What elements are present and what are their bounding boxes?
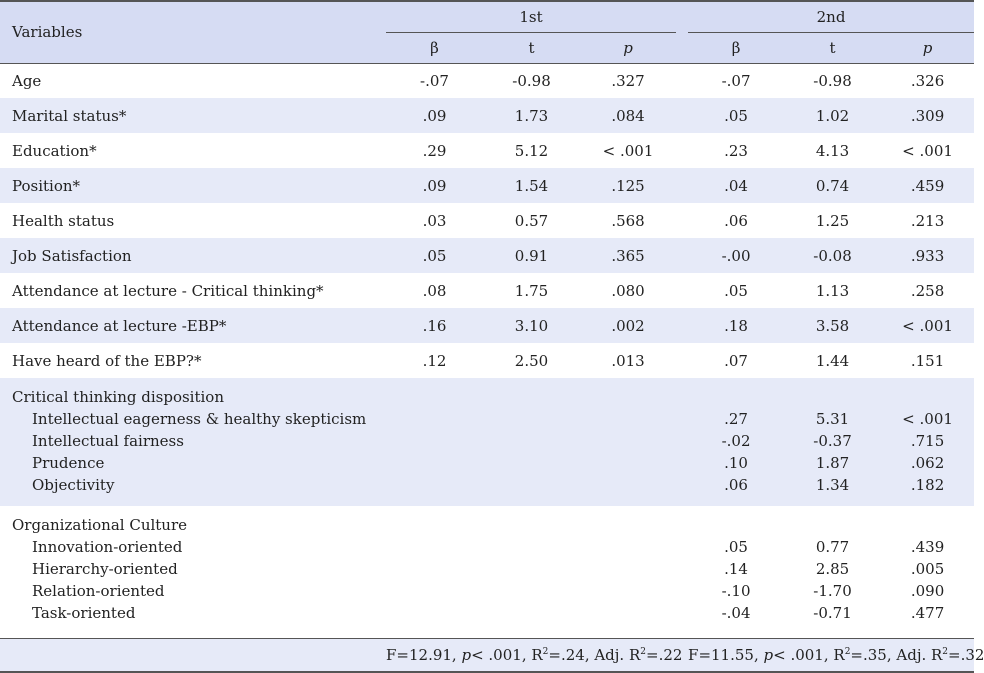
cell-p-2nd: .477	[910, 604, 945, 622]
group-1st-header: 1st	[386, 1, 676, 32]
row-label: Have heard of the EBP?*	[12, 351, 202, 370]
cell-p-2nd: .151	[910, 351, 945, 370]
cell-p-2nd: .459	[910, 176, 945, 195]
group-2nd-header: 2nd	[688, 1, 974, 32]
cell-t-2nd: 1.34	[815, 476, 850, 494]
block-title-row	[0, 514, 974, 536]
cell-beta-2nd: -.07	[721, 71, 751, 90]
cell-beta-1st: .16	[422, 316, 447, 335]
cell-beta-2nd: -.00	[721, 246, 751, 265]
cell-p-2nd: .090	[910, 582, 945, 600]
table-row	[0, 203, 974, 238]
cell-p-1st: .365	[611, 246, 645, 265]
row-label: Position*	[12, 176, 81, 195]
cell-t-1st: 1.75	[514, 281, 549, 300]
table-row	[0, 133, 974, 168]
row-label: Hierarchy-oriented	[32, 560, 178, 578]
row-label: Objectivity	[32, 476, 115, 494]
table-row	[0, 273, 974, 308]
cell-p-2nd: .439	[910, 538, 945, 556]
cell-t-1st: -0.98	[512, 71, 551, 90]
row-label: Intellectual fairness	[32, 432, 184, 450]
cell-beta-2nd: .18	[724, 316, 748, 335]
cell-beta-1st: .09	[422, 106, 447, 125]
t-header-2: t	[829, 38, 836, 57]
table-row	[0, 558, 974, 580]
cell-beta-1st: .08	[422, 281, 447, 300]
cell-p-1st: .125	[611, 176, 645, 195]
table-row	[0, 474, 974, 496]
cell-p-2nd: .258	[910, 281, 945, 300]
cell-p-2nd: < .001	[902, 316, 953, 335]
cell-p-2nd: .326	[910, 71, 945, 90]
cell-p-2nd: .933	[910, 246, 945, 265]
table-row	[0, 343, 974, 378]
table-row	[0, 452, 974, 474]
cell-p-2nd: .715	[910, 432, 945, 450]
cell-beta-2nd: .06	[724, 211, 748, 230]
cell-beta-1st: .05	[422, 246, 447, 265]
cell-beta-2nd: .04	[724, 176, 748, 195]
cell-p-2nd: < .001	[902, 141, 953, 160]
cell-beta-2nd: .06	[724, 476, 748, 494]
cell-t-2nd: 1.25	[815, 211, 850, 230]
cell-beta-2nd: .10	[724, 454, 748, 472]
cell-p-1st: .080	[611, 281, 645, 300]
table-row	[0, 98, 974, 133]
cell-beta-2nd: -.04	[721, 604, 751, 622]
cell-p-2nd: .309	[910, 106, 945, 125]
cell-p-2nd: .062	[910, 454, 945, 472]
cell-p-1st: .013	[611, 351, 645, 370]
cell-p-2nd: .213	[910, 211, 945, 230]
model-fit-row	[0, 638, 974, 672]
p-header-2: p	[922, 38, 933, 57]
row-label: Age	[12, 71, 42, 90]
table-row	[0, 430, 974, 452]
table-row	[0, 408, 974, 430]
table-row	[0, 308, 974, 343]
cell-t-1st: 0.91	[514, 246, 549, 265]
cell-p-1st: .002	[611, 316, 645, 335]
cell-beta-2nd: .05	[724, 106, 748, 125]
cell-beta-2nd: .27	[724, 410, 748, 428]
cell-beta-1st: .12	[422, 351, 447, 370]
cell-t-1st: 3.10	[514, 316, 549, 335]
cell-t-2nd: -0.37	[813, 432, 852, 450]
beta-header-2: β	[731, 38, 741, 57]
cell-p-1st: < .001	[602, 141, 654, 160]
cell-t-1st: 1.54	[514, 176, 549, 195]
variables-header: Variables	[0, 1, 386, 63]
t-header-1: t	[528, 38, 535, 57]
table-row	[0, 238, 974, 273]
cell-p-2nd: < .001	[902, 410, 953, 428]
cell-t-1st: 2.50	[514, 351, 549, 370]
row-label: Health status	[12, 211, 115, 230]
row-label: Prudence	[32, 454, 105, 472]
block-title: Critical thinking disposition	[12, 388, 224, 406]
cell-beta-1st: .09	[422, 176, 447, 195]
row-label: Intellectual eagerness & healthy skepticism	[32, 410, 367, 428]
block-title-row	[0, 386, 974, 408]
row-label: Task-oriented	[32, 604, 136, 622]
row-label: Education*	[12, 141, 97, 160]
cell-beta-1st: .03	[422, 211, 447, 230]
cell-t-1st: 0.57	[514, 211, 549, 230]
cell-t-1st: 1.73	[514, 106, 549, 125]
cell-beta-1st: -.07	[420, 71, 449, 90]
model-fit-1st: F=12.91, p< .001, $R^2=.24$, Adj. $R^2=.22$	[386, 645, 683, 664]
cell-beta-2nd: .07	[724, 351, 748, 370]
cell-beta-1st: .29	[422, 141, 447, 160]
row-label: Relation-oriented	[32, 582, 165, 600]
header-row-groups	[0, 1, 974, 32]
cell-t-2nd: -0.08	[813, 246, 852, 265]
table-row	[0, 536, 974, 558]
row-label: Job Satisfaction	[12, 246, 132, 265]
cell-p-1st: .084	[611, 106, 645, 125]
cell-beta-2nd: .05	[724, 538, 748, 556]
cell-beta-2nd: .14	[724, 560, 748, 578]
row-label: Innovation-oriented	[32, 538, 183, 556]
cell-p-1st: .568	[611, 211, 645, 230]
cell-beta-2nd: .23	[724, 141, 748, 160]
cell-t-2nd: 4.13	[815, 141, 850, 160]
block-title: Organizational Culture	[12, 516, 188, 534]
row-label: Attendance at lecture - Critical thinking*	[12, 281, 324, 300]
cell-beta-2nd: -.10	[721, 582, 751, 600]
row-label: Attendance at lecture -EBP*	[12, 316, 227, 335]
cell-beta-2nd: -.02	[721, 432, 751, 450]
beta-header-1: β	[430, 38, 439, 57]
cell-p-2nd: .182	[910, 476, 945, 494]
cell-t-2nd: -1.70	[813, 582, 852, 600]
p-header-1: p	[623, 38, 633, 57]
model-fit-2nd: F=11.55, p< .001, $R^2=.35$, Adj. $R^2=.32$	[688, 645, 984, 664]
cell-t-2nd: 1.13	[815, 281, 850, 300]
cell-p-1st: .327	[611, 71, 645, 90]
cell-t-1st: 5.12	[514, 141, 549, 160]
cell-t-2nd: -0.71	[813, 604, 852, 622]
table-row	[0, 602, 974, 624]
cell-t-2nd: 5.31	[815, 410, 850, 428]
cell-t-2nd: -0.98	[813, 71, 852, 90]
cell-t-2nd: 1.02	[815, 106, 850, 125]
cell-t-2nd: 2.85	[815, 560, 850, 578]
table-row	[0, 580, 974, 602]
cell-t-2nd: 1.44	[815, 351, 850, 370]
cell-t-2nd: 3.58	[815, 316, 850, 335]
cell-p-2nd: .005	[910, 560, 945, 578]
cell-t-2nd: 1.87	[815, 454, 850, 472]
cell-t-2nd: 0.74	[815, 176, 850, 195]
table-row	[0, 168, 974, 203]
table-row	[0, 63, 974, 98]
row-label: Marital status*	[12, 106, 127, 125]
cell-beta-2nd: .05	[724, 281, 748, 300]
cell-t-2nd: 0.77	[815, 538, 850, 556]
